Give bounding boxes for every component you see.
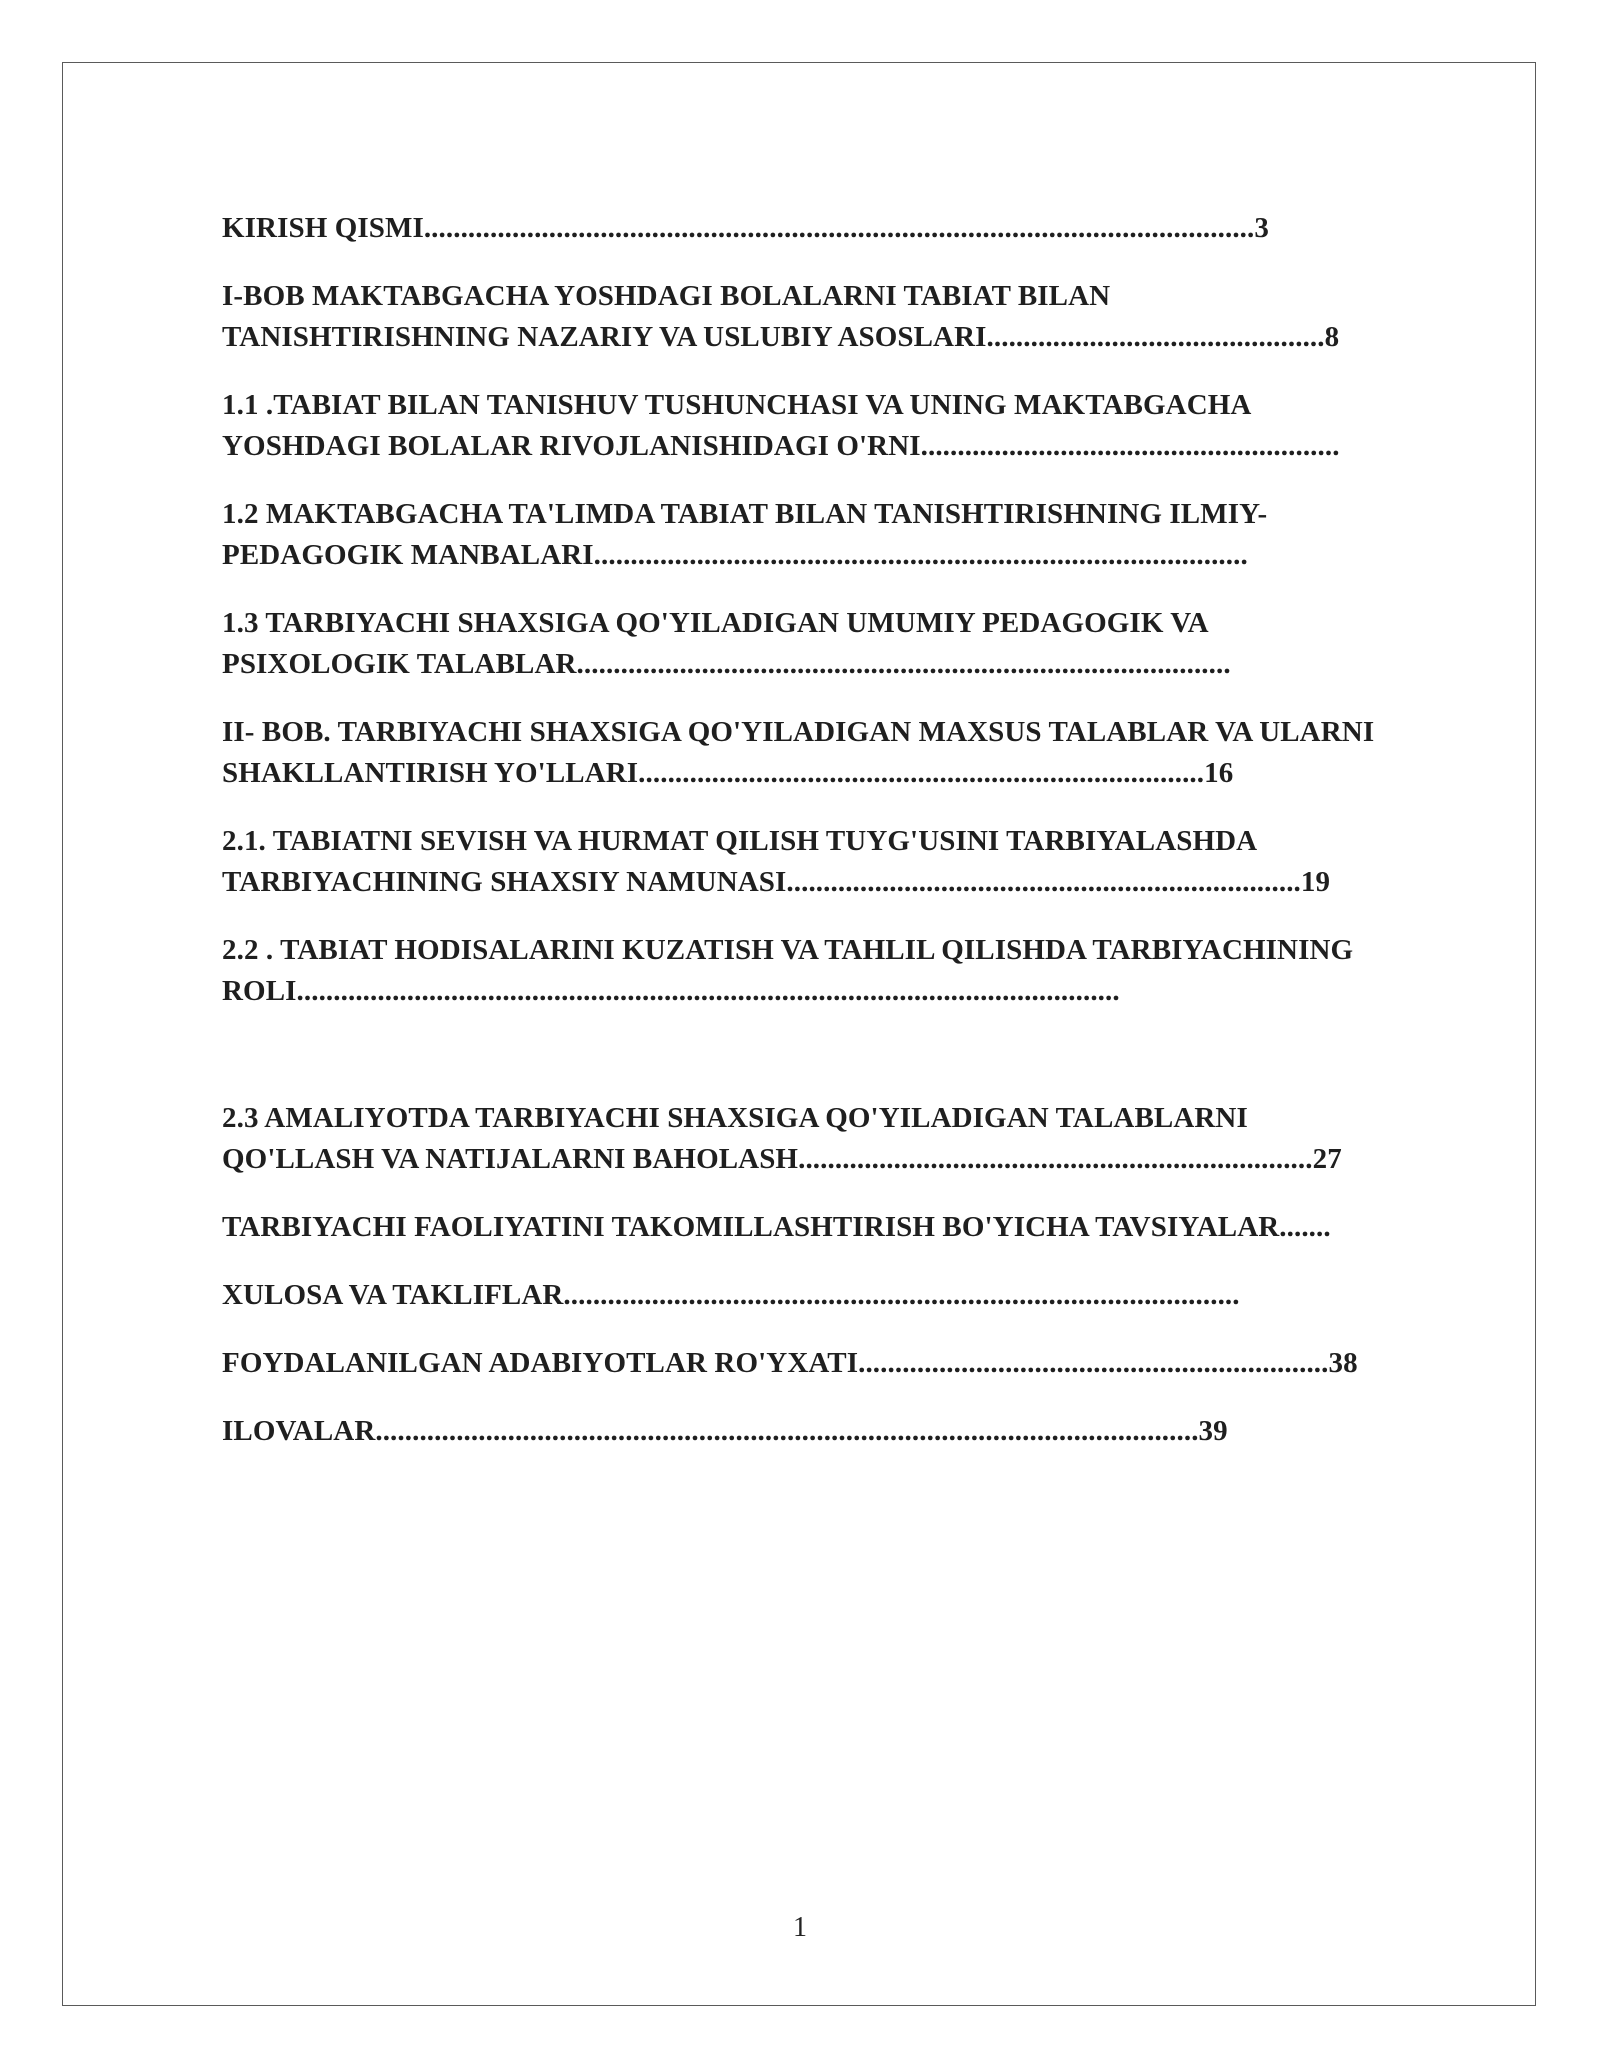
table-of-contents <box>222 208 1482 1479</box>
toc-entry-line: QO'LLASH VA NATIJALARNI BAHOLASH......................................................................27 <box>222 1143 1342 1175</box>
toc-entry-line: PEDAGOGIK MANBALARI......................................................................................... <box>222 539 1248 571</box>
toc-entry-line: XULOSA VA TAKLIFLAR............................................................................................ <box>222 1279 1240 1311</box>
page-number: 1 <box>793 1912 807 1943</box>
toc-entry-line: SHAKLLANTIRISH YO'LLARI.............................................................................16 <box>222 757 1234 789</box>
toc-entry-line: TANISHTIRISHNING NAZARIY VA USLUBIY ASOSLARI..............................................8 <box>222 321 1340 353</box>
toc-entry-2-1[interactable] <box>222 821 1482 903</box>
toc-entry-line: YOSHDAGI BOLALAR RIVOJLANISHIDAGI O'RNI......................................................... <box>222 430 1340 462</box>
toc-entry-chapter-1[interactable] <box>222 276 1482 358</box>
toc-entry-line: I-BOB MAKTABGACHA YOSHDAGI BOLALARNI TABIAT BILAN <box>222 280 1111 312</box>
toc-entry-line: 2.2 . TABIAT HODISALARINI KUZATISH VA TAHLIL QILISHDA TARBIYACHINING <box>222 934 1354 966</box>
toc-entry-line: II- BOB. TARBIYACHI SHAXSIGA QO'YILADIGAN MAXSUS TALABLAR VA ULARNI <box>222 716 1375 748</box>
toc-entry-line: TARBIYACHI FAOLIYATINI TAKOMILLASHTIRISH BO'YICHA TAVSIYALAR....... <box>222 1211 1331 1243</box>
toc-entry-line: 2.1. TABIATNI SEVISH VA HURMAT QILISH TUYG'USINI TARBIYALASHDA <box>222 825 1258 857</box>
toc-entry-ilovalar[interactable] <box>222 1411 1482 1452</box>
toc-entry-line: FOYDALANILGAN ADABIYOTLAR RO'YXATI................................................................38 <box>222 1347 1358 1379</box>
toc-entry-line: PSIXOLOGIK TALABLAR......................................................................................... <box>222 648 1231 680</box>
toc-entry-line: 2.3 AMALIYOTDA TARBIYACHI SHAXSIGA QO'YILADIGAN TALABLARNI <box>222 1102 1248 1134</box>
toc-entry-line: 1.1 .TABIAT BILAN TANISHUV TUSHUNCHASI VA UNING MAKTABGACHA <box>222 389 1252 421</box>
toc-entry-chapter-2[interactable] <box>222 712 1482 794</box>
toc-entry-1-2[interactable] <box>222 494 1482 576</box>
toc-entry-1-3[interactable] <box>222 603 1482 685</box>
toc-entry-2-2[interactable] <box>222 930 1482 1012</box>
toc-entry-line: 1.3 TARBIYACHI SHAXSIGA QO'YILADIGAN UMUMIY PEDAGOGIK VA <box>222 607 1209 639</box>
toc-entry-line: KIRISH QISMI.................................................................................................................3 <box>222 212 1269 244</box>
toc-entry-kirish[interactable] <box>222 208 1482 249</box>
toc-entry-tavsiyalar[interactable] <box>222 1207 1482 1248</box>
toc-entry-1-1[interactable] <box>222 385 1482 467</box>
toc-entry-line: TARBIYACHINING SHAXSIY NAMUNASI......................................................................19 <box>222 866 1331 898</box>
toc-entry-adabiyotlar[interactable] <box>222 1343 1482 1384</box>
toc-entry-line: ROLI................................................................................................................ <box>222 975 1120 1007</box>
toc-entry-line: ILOVALAR................................................................................................................39 <box>222 1415 1228 1447</box>
toc-entry-xulosa[interactable] <box>222 1275 1482 1316</box>
toc-entry-2-3[interactable] <box>222 1098 1482 1180</box>
toc-entry-line: 1.2 MAKTABGACHA TA'LIMDA TABIAT BILAN TANISHTIRISHNING ILMIY- <box>222 498 1268 530</box>
